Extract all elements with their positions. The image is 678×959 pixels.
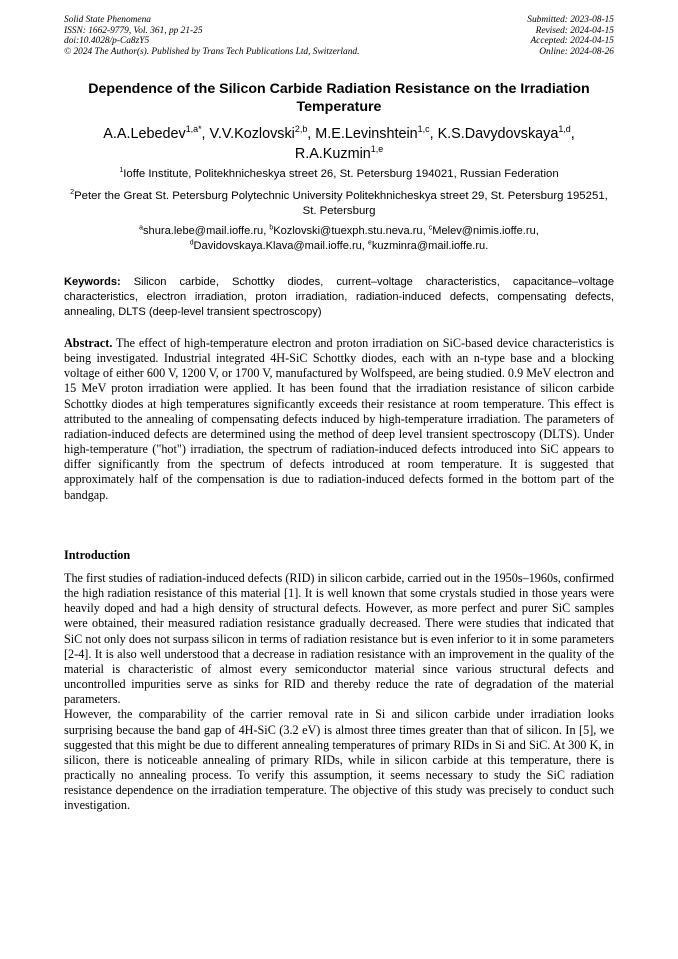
abstract-text: The effect of high-temperature electron and proton irradiation on SiC-based device characteristics is being investigated. Industrial integrated 4H-SiC Schottky diodes, each with an n-type base and a blocking voltage of either 600 V, 1200 V, or 1700 V, manufactured by Wolfspeed, are being studied. 0.9 MeV electron and 15 MeV proton irradiation were applied. It has been found that the irradiation resistance of silicon carbide Schottky diodes at high temperatures significantly exceeds their resistance at room temperature. This effect is attributed to the annealing of compensating defects induced by high-temperature irradiation. The parameters of radiation-induced defects are determined using the method of deep level transient spectroscopy (DLTS). Under high-temperature ("hot") irradiation, the spectrum of radiation-induced defects introduced into SiC appears to differ significantly from the spectrum of defects introduced at room temperature. It is suggested that approximately half of the compensation is due to radiation-induced defects formed in the bottom part of the bandgap. — [64, 336, 614, 502]
author: M.E.Levinshtein$^{1,c}$, — [315, 124, 438, 142]
copyright-line: © 2024 The Author(s). Published by Trans Tech Publications Ltd, Switzerland. — [64, 46, 360, 57]
paragraph: However, the comparability of the carrier removal rate in Si and silicon carbide under irradiation looks surprising because the band gap of 4H-SiC (3.2 eV) is almost three times greater than that of silicon. In [5], we suggested that this might be due to different annealing temperatures of primary RIDs in Si and SiC. At 300 K, in silicon, there is noticeable annealing of primary RIDs, while in silicon carbide at this temperature, there is practically no annealing process. To verify this assumption, it seems necessary to study the SiC radiation resistance dependence on the irradiation temperature. The objective of this study was precisely to conduct such investigation. — [64, 707, 614, 813]
email-link[interactable]: shura.lebe@mail.ioffe.ru, — [143, 225, 270, 237]
accepted-date: Accepted: 2024-04-15 — [530, 36, 614, 47]
paper-title: Dependence of the Silicon Carbide Radiation Resistance on the Irradiation Temperature — [88, 81, 590, 115]
author: K.S.Davydovskaya$^{1,d}$, — [437, 124, 575, 142]
email-link[interactable]: kuzminra@mail.ioffe.ru. — [371, 240, 489, 252]
issn-line: ISSN: 1662-9779, Vol. 361, pp 21-25 — [64, 25, 203, 36]
section-heading-introduction: Introduction — [64, 548, 131, 562]
author: R.A.Kuzmin$^{1,e}$ — [294, 144, 384, 162]
email-link[interactable]: Davidovskaya.Klava@mail.ioffe.ru, — [193, 240, 368, 252]
keywords — [64, 275, 614, 320]
abstract — [64, 336, 614, 503]
journal-info — [64, 15, 359, 57]
revised-date: Revised: 2024-04-15 — [535, 25, 614, 36]
author-emails: $^a$shura.lebe@mail.ioffe.ru, $^b$Kozlovski@tuexph.stu.neva.ru, $^c$Melev@nimis.ioffe.ru, $^d$Davidovskaya.Klava@mail.ioffe.ru, $^e$kuzminra@mail.ioffe.ru. — [139, 224, 539, 252]
publication-dates — [527, 15, 614, 57]
journal-name: Solid State Phenomena — [64, 15, 151, 25]
keywords-label: Keywords: — [64, 276, 121, 288]
doi-line: doi:10.4028/p-Ca8zY5 — [64, 36, 150, 47]
email-link[interactable]: Melev@nimis.ioffe.ru, — [432, 225, 539, 237]
submitted-date: Submitted: 2023-08-15 — [527, 15, 614, 25]
email-link[interactable]: Kozlovski@tuexph.stu.neva.ru, — [273, 225, 429, 237]
author: V.V.Kozlovski$^{2,b}$, — [209, 124, 316, 142]
paragraph: The first studies of radiation-induced defects (RID) in silicon carbide, carried out in the 1950s–1960s, confirmed the high radiation resistance of this material [1]. It is well known that some crystals studied in those years were heavily doped and had a high density of structural defects. However, as more perfect and purer SiC samples were obtained, their measured radiation resistance gradually decreased. There were studies that indicated that SiC not only does not surpass silicon in terms of radiation resistance but is even inferior to it in some parameters [2-4]. It is also well understood that a decrease in radiation resistance with an improvement in the quality of the material is characteristic of almost every semiconductor material since various structural defects and uncontrolled impurities serve as sinks for RID and thereby reduce the rate of degradation of the material parameters. — [64, 571, 614, 707]
keywords-text: Silicon carbide, Schottky diodes, current–voltage characteristics, capacitance–voltage characteristics, electron irradiation, proton irradiation, radiation-induced defects, compensating defects, annealing, DLTS (deep-level transient spectroscopy) — [64, 276, 614, 318]
online-date: Online: 2024-08-26 — [539, 46, 614, 57]
affiliation-1: $^1$Ioffe Institute, Politekhnicheskya street 26, St. Petersburg 194021, Russian Federation — [119, 167, 559, 180]
author: A.A.Lebedev$^{1,a*}$, — [103, 124, 210, 142]
affiliation-2: $^2$Peter the Great St. Petersburg Polytechnic University Politekhnicheskya street 29, St. Petersburg 195251, St. Petersburg — [70, 189, 608, 217]
author-list — [64, 124, 614, 164]
abstract-label: Abstract. — [64, 336, 113, 350]
introduction-body — [64, 571, 614, 814]
